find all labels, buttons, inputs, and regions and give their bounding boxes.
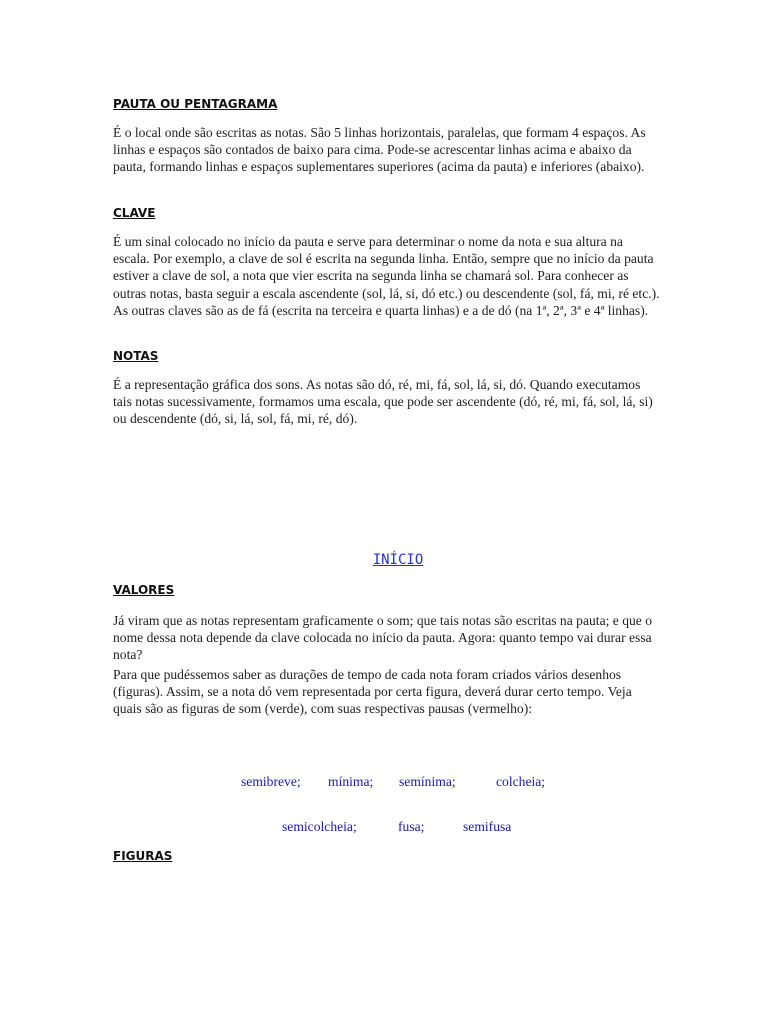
figure-name-colcheia: colcheia;	[496, 774, 546, 789]
figure-name-fusa: fusa;	[398, 819, 425, 834]
heading-figuras: FIGURAS	[113, 849, 173, 863]
heading-notas: NOTAS	[113, 349, 159, 363]
heading-pauta: PAUTA OU PENTAGRAMA	[113, 97, 278, 111]
paragraph-pauta: É o local onde são escritas as notas. São 5 linhas horizontais, paralelas, que formam 4 espaços. As linhas e espaços são contados de baixo para cima. Pode-se acrescentar linhas acima e abaixo da pauta, formando linhas e espaços suplementares superiores (acima da pauta) e inferiores (abaixo).	[113, 125, 646, 175]
figure-name-semibreve: semibreve;	[241, 774, 301, 789]
paragraph-notas: É a representação gráfica dos sons. As notas são dó, ré, mi, fá, sol, lá, si, dó. Quando executamos tais notas sucessivamente, formamos uma escala, que pode ser ascendente (dó, ré, mi, fá, sol, lá, si) ou descendente (dó, si, lá, sol, fá, mi, ré, dó).	[113, 377, 653, 427]
inicio-link[interactable]: INÍCIO	[372, 552, 424, 568]
figure-name-semifusa: semifusa	[463, 819, 512, 834]
paragraph-clave: É um sinal colocado no início da pauta e serve para determinar o nome da nota e sua altura na escala. Por exemplo, a clave de sol é escrita na segunda linha. Então, sempre que no início da pauta estiver a clave de sol, a nota que vier escrita na segunda linha se chamará sol. Para conhecer as outras notas, basta seguir a escala ascendente (sol, lá, si, dó etc.) ou descendente (sol, fá, mi, ré etc.). As outras claves são as de fá (escrita na terceira e quarta linhas) e a de dó (na 1ª, 2ª, 3ª e 4ª linhas).	[113, 234, 660, 318]
heading-clave: CLAVE	[113, 206, 156, 220]
paragraph-valores-1: Já viram que as notas representam graficamente o som; que tais notas são escritas na pauta; e que o nome dessa nota depende da clave colocada no início da pauta. Agora: quanto tempo vai durar essa nota?	[113, 613, 653, 663]
figure-name-minima: mínima;	[328, 774, 374, 789]
paragraph-valores-2: Para que pudéssemos saber as durações de tempo de cada nota foram criados vários desenhos (figuras). Assim, se a nota dó vem representada por certa figura, deverá durar certo tempo. Veja quais são as figuras de som (verde), com suas respectivas pausas (vermelho):	[113, 667, 632, 717]
figure-name-seminima: semínima;	[399, 774, 456, 789]
heading-valores: VALORES	[113, 583, 175, 597]
figure-name-semicolcheia: semicolcheia;	[282, 819, 357, 834]
